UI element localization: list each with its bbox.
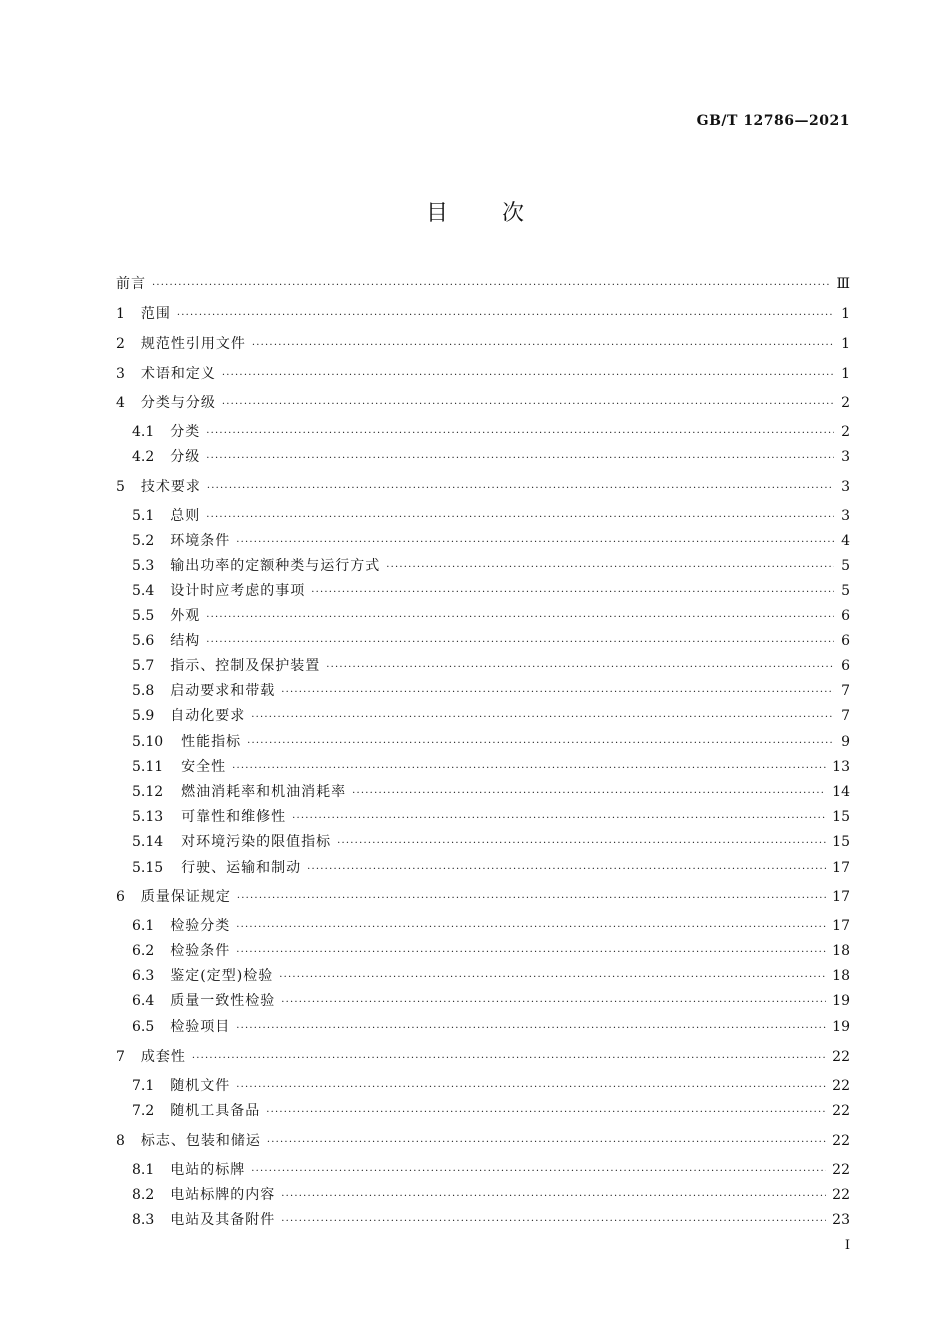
toc-entry-title: 检验分类 (170, 918, 231, 934)
toc-entry-number: 5.11 (132, 759, 164, 775)
toc-entry-number: 5.1 (132, 508, 155, 524)
toc-entry-number: 4.1 (132, 424, 155, 440)
toc-entry[interactable] (116, 887, 850, 907)
dot-leader (267, 1133, 826, 1153)
toc-entry-number: 5.5 (132, 608, 155, 624)
dot-leader (252, 336, 834, 356)
toc-entry-number: 8.2 (132, 1187, 155, 1203)
toc-entry-page: 19 (832, 993, 850, 1009)
dot-leader (352, 784, 826, 804)
toc-entry-page: 17 (832, 860, 850, 876)
toc-entry-title: 检验条件 (170, 943, 231, 959)
toc-entry[interactable] (132, 556, 850, 576)
toc-entry-page: 22 (832, 1049, 850, 1065)
dot-leader (206, 633, 834, 653)
toc-entry-page: 14 (832, 784, 850, 800)
toc-entry[interactable] (116, 304, 850, 324)
toc-title: 目次 (425, 201, 578, 226)
toc-entry[interactable] (132, 732, 850, 752)
toc-entry-title: 质量一致性检验 (170, 993, 276, 1009)
toc-entry-page: 3 (841, 508, 850, 524)
toc-entry[interactable] (116, 393, 850, 413)
toc-entry-page: 7 (841, 683, 850, 699)
toc-entry-page: 13 (832, 759, 850, 775)
toc-entry-page: 22 (832, 1133, 850, 1149)
toc-entry-title: 输出功率的定额种类与运行方式 (170, 558, 381, 574)
dot-leader (177, 306, 834, 326)
toc-entry-number: 6.2 (132, 943, 155, 959)
dot-leader (236, 1019, 826, 1039)
toc-entry[interactable] (132, 606, 850, 626)
toc-entry-page: 1 (841, 306, 850, 322)
dot-leader (281, 1212, 826, 1232)
toc-entry-page: 18 (832, 943, 850, 959)
dot-leader (279, 968, 826, 988)
toc-entry-title: 性能指标 (181, 734, 242, 750)
toc-entry-number: 5.12 (132, 784, 164, 800)
toc-entry[interactable] (132, 916, 850, 936)
toc-entry-number: 5.10 (132, 734, 164, 750)
dot-leader (386, 558, 834, 578)
toc-entry-page: 7 (841, 708, 850, 724)
toc-entry-title: 随机工具备品 (170, 1103, 261, 1119)
toc-entry-title: 术语和定义 (140, 366, 216, 382)
toc-entry-number: 6.3 (132, 968, 155, 984)
dot-leader (236, 1078, 826, 1098)
toc-entry-page: 15 (832, 834, 850, 850)
toc-entry-number: 5.6 (132, 633, 155, 649)
toc-entry[interactable] (132, 1210, 850, 1230)
toc-entry-title: 标志、包装和储运 (140, 1133, 261, 1149)
toc-entry-page: 6 (841, 608, 850, 624)
toc-entry-title: 启动要求和带载 (170, 683, 276, 699)
dot-leader (281, 683, 834, 703)
toc-entry-title: 自动化要求 (170, 708, 246, 724)
toc-entry[interactable] (132, 531, 850, 551)
toc-entry-page: 17 (832, 918, 850, 934)
toc-entry-page: 1 (841, 336, 850, 352)
dot-leader (236, 943, 826, 963)
toc-entry-title: 外观 (170, 608, 201, 624)
toc-entry-number: 5.7 (132, 658, 155, 674)
toc-entry-page: 22 (832, 1103, 850, 1119)
toc-entry-number: 4 (116, 395, 125, 411)
toc-entry-title: 行驶、运输和制动 (181, 860, 302, 876)
toc-entry-title: 前言 (116, 276, 146, 292)
toc-entry[interactable] (116, 1131, 850, 1151)
dot-leader (292, 809, 826, 829)
toc-entry-page: 15 (832, 809, 850, 825)
toc-entry[interactable] (132, 706, 850, 726)
dot-leader (152, 276, 830, 296)
toc-entry-page: 4 (841, 533, 850, 549)
toc-entry[interactable] (132, 782, 850, 802)
toc-entry[interactable] (116, 477, 850, 497)
toc-entry-page: 3 (841, 449, 850, 465)
toc-entry-page: 3 (841, 479, 850, 495)
dot-leader (326, 658, 834, 678)
toc-entry-title: 指示、控制及保护装置 (170, 658, 321, 674)
toc-entry[interactable] (116, 274, 850, 294)
dot-leader (281, 1187, 826, 1207)
toc-entry[interactable] (132, 447, 850, 467)
dot-leader (206, 449, 834, 469)
dot-leader (222, 366, 834, 386)
toc-entry-page: 5 (841, 558, 850, 574)
dot-leader (337, 834, 826, 854)
toc-entry-title: 分类与分级 (140, 395, 216, 411)
toc-entry-number: 3 (116, 366, 125, 382)
toc-entry[interactable] (132, 832, 850, 852)
toc-entry-page: 6 (841, 658, 850, 674)
toc-entry-number: 5.9 (132, 708, 155, 724)
toc-entry[interactable] (132, 506, 850, 526)
toc-entry[interactable] (132, 1101, 850, 1121)
toc-entry[interactable] (132, 681, 850, 701)
toc-entry[interactable] (132, 966, 850, 986)
toc-entry-title: 技术要求 (140, 479, 201, 495)
toc-entry-number: 1 (116, 306, 125, 322)
toc-entry-page: 6 (841, 633, 850, 649)
toc-entry[interactable] (132, 858, 850, 878)
toc-entry-page: 22 (832, 1187, 850, 1203)
dot-leader (206, 424, 834, 444)
dot-leader (232, 759, 826, 779)
toc-entry-number: 5.15 (132, 860, 164, 876)
toc-entry-page: 9 (841, 734, 850, 750)
dot-leader (236, 533, 834, 553)
toc-entry-page: 5 (841, 583, 850, 599)
page-number: I (844, 1238, 850, 1253)
toc-entry-number: 4.2 (132, 449, 155, 465)
toc-entry-title: 检验项目 (170, 1019, 231, 1035)
toc-entry-title: 鉴定(定型)检验 (170, 968, 274, 984)
toc-entry[interactable] (116, 334, 850, 354)
dot-leader (192, 1049, 826, 1069)
toc-entry[interactable] (132, 991, 850, 1011)
toc-entry-title: 燃油消耗率和机油消耗率 (181, 784, 347, 800)
toc-entry-page: Ⅲ (836, 276, 850, 292)
toc-entry-number: 8 (116, 1133, 125, 1149)
toc-entry-page: 19 (832, 1019, 850, 1035)
dot-leader (206, 608, 834, 628)
toc-entry-number: 5.8 (132, 683, 155, 699)
toc-entry[interactable] (116, 364, 850, 384)
standard-code: GB/T 12786—2021 (696, 113, 850, 129)
toc-entry-title: 安全性 (181, 759, 227, 775)
toc-entry-title: 可靠性和维修性 (181, 809, 287, 825)
dot-leader (251, 708, 834, 728)
toc-entry-number: 6.4 (132, 993, 155, 1009)
toc-entry[interactable] (132, 656, 850, 676)
toc-entry-page: 2 (841, 395, 850, 411)
toc-entry[interactable] (116, 1047, 850, 1067)
toc-entry-number: 8.3 (132, 1212, 155, 1228)
toc-entry-title: 结构 (170, 633, 201, 649)
toc-entry[interactable] (132, 631, 850, 651)
dot-leader (236, 918, 826, 938)
toc-entry-title: 范围 (140, 306, 171, 322)
toc-entry[interactable] (132, 807, 850, 827)
toc-entry[interactable] (132, 1160, 850, 1180)
toc-entry-number: 5.4 (132, 583, 155, 599)
toc-entry-number: 5.13 (132, 809, 164, 825)
toc-entry-number: 2 (116, 336, 125, 352)
dot-leader (251, 1162, 826, 1182)
dot-leader (247, 734, 834, 754)
toc-entry[interactable] (132, 1076, 850, 1096)
dot-leader (222, 395, 834, 415)
toc-entry-number: 6.1 (132, 918, 155, 934)
toc-entry-page: 22 (832, 1162, 850, 1178)
dot-leader (307, 860, 826, 880)
toc-entry-number: 5.14 (132, 834, 164, 850)
toc-entry-title: 规范性引用文件 (140, 336, 246, 352)
toc-entry-page: 2 (841, 424, 850, 440)
toc-entry-title: 质量保证规定 (140, 889, 231, 905)
toc-entry-title: 电站及其备附件 (170, 1212, 276, 1228)
toc-entry-number: 6 (116, 889, 125, 905)
toc-entry-page: 17 (832, 889, 850, 905)
toc-entry-title: 电站标牌的内容 (170, 1187, 276, 1203)
toc-entry-page: 22 (832, 1078, 850, 1094)
toc-entry-page: 23 (832, 1212, 850, 1228)
toc-entry-title: 成套性 (140, 1049, 186, 1065)
toc-entry[interactable] (132, 1185, 850, 1205)
dot-leader (237, 889, 826, 909)
toc-entry-title: 电站的标牌 (170, 1162, 246, 1178)
toc-entry-number: 6.5 (132, 1019, 155, 1035)
toc-entry-title: 分级 (170, 449, 201, 465)
toc-entry-number: 7.1 (132, 1078, 155, 1094)
toc-entry-number: 5.2 (132, 533, 155, 549)
dot-leader (207, 479, 834, 499)
dot-leader (206, 508, 834, 528)
dot-leader (281, 993, 826, 1013)
toc-entry-page: 1 (841, 366, 850, 382)
dot-leader (266, 1103, 826, 1123)
toc-entry[interactable] (132, 1017, 850, 1037)
toc-entry[interactable] (132, 581, 850, 601)
toc-entry-number: 7.2 (132, 1103, 155, 1119)
toc-entry-title: 分类 (170, 424, 201, 440)
toc-entry-title: 环境条件 (170, 533, 231, 549)
toc-entry[interactable] (132, 941, 850, 961)
toc-entry-number: 8.1 (132, 1162, 155, 1178)
toc-entry-title: 对环境污染的限值指标 (181, 834, 332, 850)
toc-entry-number: 5.3 (132, 558, 155, 574)
toc-entry-title: 设计时应考虑的事项 (170, 583, 306, 599)
toc-entry-number: 7 (116, 1049, 125, 1065)
toc-entry-number: 5 (116, 479, 125, 495)
dot-leader (311, 583, 834, 603)
toc-entry[interactable] (132, 757, 850, 777)
toc-entry-title: 随机文件 (170, 1078, 231, 1094)
toc-entry-page: 18 (832, 968, 850, 984)
toc-entry-title: 总则 (170, 508, 201, 524)
toc-entry[interactable] (132, 422, 850, 442)
